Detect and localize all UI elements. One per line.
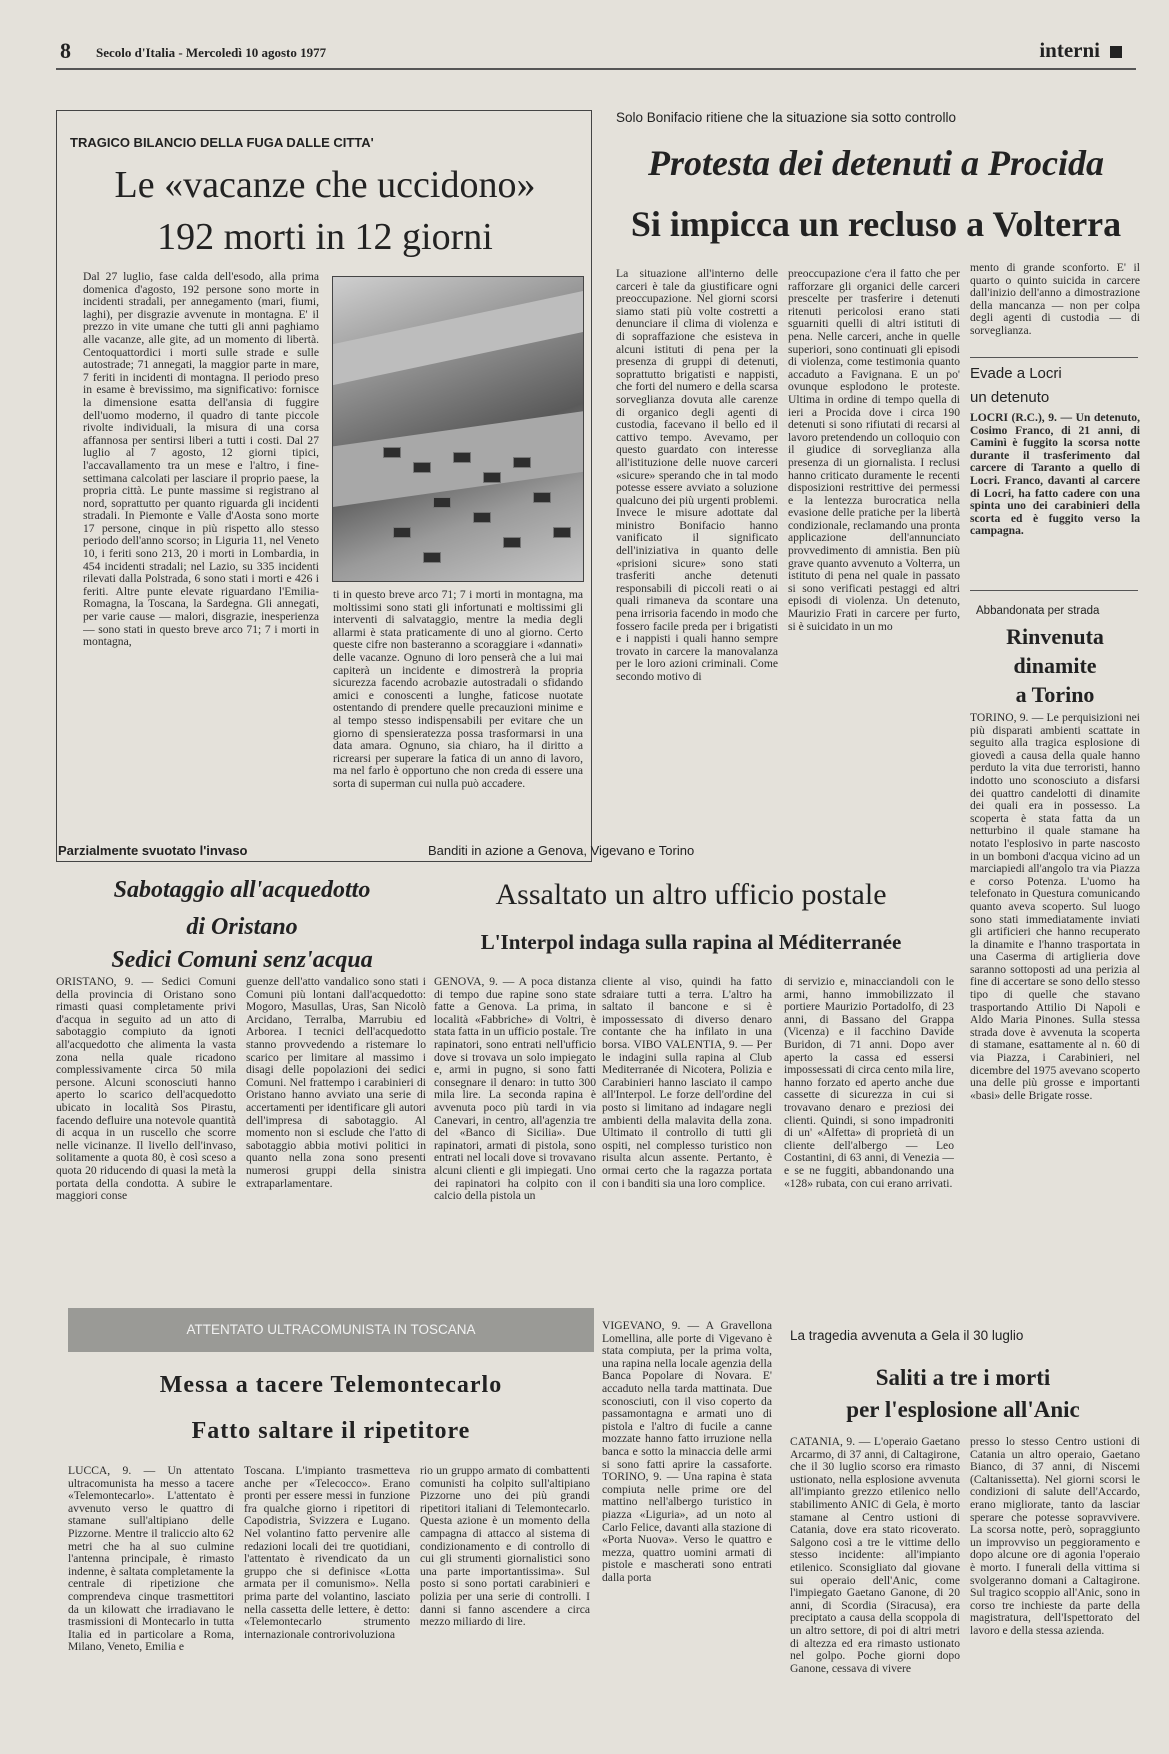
story-procida-kicker: Solo Bonifacio ritiene che la situazione sia sotto controllo: [616, 110, 956, 125]
story-postale-col1: GENOVA, 9. — A poca distanza di tempo due rapine sono state fatte a Genova. La prima, in località «Fabbriche» di Voltri, è stata fatta in un ufficio postale. Tre rapinatori, sono entrati nell'ufficio dove si trovava un solo impiegato e, armi in pugno, si sono fatti consegnare il denaro: in tutto 300 mila lire. La seconda rapina è avvenuta poco più tardi in via Canevari, in centro, all'agenzia tre del «Banco di Sicilia». Due rapinatori, armati di pistola, sono entrati nel locali dove si trovavano alcuni clienti e gli impiegati. Uno dei rapinatori ha colpito con il calcio della pistola un: [434, 976, 596, 1203]
story-oristano-title-2: di Oristano: [186, 914, 298, 940]
story-gela-title-2: per l'esplosione all'Anic: [846, 1397, 1080, 1422]
story-postale-col3: di servizio e, minacciandoli con le armi, hanno immobilizzato il portiere Maurizio Portadolfo, di 23 anni, di Bassano del Grappa (Vicenza) e il facchino Davide Buridon, di 71 anni. Dopo aver aperto la cassa ed essersi impossessati di circa cento mila lire, hanno forzato ed aperto anche due cassette di sicurezza in cui si trovavano denaro e preziosi dei clienti. Quindi, si sono impadroniti di un' «Alfetta» di proprietà di un cliente dell'albergo — Leo Costantini, di 63 anni, di Venezia — e se ne fuggiti, abbandonando una «128» rubata, con cui erano arrivati.: [784, 976, 954, 1190]
story-locri-title-2: un detenuto: [970, 389, 1050, 406]
story-telemontecarlo-title-2: Fatto saltare il ripetitore: [191, 1418, 471, 1444]
story-procida-title-2: Si impicca un recluso a Volterra: [630, 204, 1122, 244]
story-oristano-title-1: Sabotaggio all'acquedotto: [113, 877, 371, 903]
story-procida-col2: preoccupazione c'era il fatto che per rafforzare gli organici delle carceri prescelte per trasferire i detenuti ritenuti pericolosi erano stati sguarniti quelli di altri istituti di pena. Nelle carceri, anche in quelle superiori, sono continuati gli episodi di violenza, come testimonia quanto accaduto a Favignana. E un po' ovunque esplodono le proteste. Ultima in ordine di tempo quella di ieri a Procida dove i circa 190 detenuti si sono rifiutati di recarsi al lavoro pretendendo un colloquio con il giudice di sorveglianza alla presenza di un giornalista. I reclusi hanno criticato duramente le recenti disposizioni restrittive dei permessi e la lentezza burocratica nella evasione delle pratiche per la libertà condizionale, reclamando una pronta applicazione dell'annunciato provvedimento di amnistia. Ben più grave quanto avvenuto a Volterra, un istituto di pena nel quale in passato si sono verificati pestaggi ed altri episodi di violenza. Un detenuto, Maurizio Frati in carcere per furto, si è suicidato in un mo: [788, 268, 960, 633]
story-oristano-title-3: Sedici Comuni senz'acqua: [111, 947, 373, 973]
locri-rule: [970, 357, 1138, 358]
page-number: 8: [60, 38, 71, 63]
story-telemontecarlo-title-1: Messa a tacere Telemontecarlo: [159, 1372, 503, 1398]
masthead-rule: [56, 68, 1136, 70]
story-vacanze-col2: ti in questo breve arco 71; 7 i morti in montagna, ma moltissimi sono stati gli infortunati e moltissimi gli interventi di salvataggio, mentre la media degli allarmi è stata praticamente di uno al giorno. Certo queste cifre non basteranno a scoraggiare i «dannati» delle vacanze. Ognuno di loro penserà che a lui mai capiterà un incidente e dimostrerà la propria sicurezza facendo acrobazie autostradali o sfidando amici e conoscenti a lunghe, faticose nuotate ostentando di prendere quelle precauzioni minime e al tempo stesso indispensabili per evitare che un giorno di spensieratezza possa trasformarsi in una data amara. Ognuno, sia chiaro, ha il diritto a ricrearsi per superare la fatica di un anno di lavoro, ma nel farlo è opportuno che non creda di essere una sorta di superman cui nulla può accadere.: [333, 589, 583, 790]
story-gela-kicker: La tragedia avvenuta a Gela il 30 luglio: [790, 1328, 1024, 1343]
paper-dateline: Secolo d'Italia - Mercoledì 10 agosto 1977: [96, 45, 327, 60]
story-postale-col4: VIGEVANO, 9. — A Gravellona Lomellina, alle porte di Vigevano è stata compiuta, per la prima volta, una rapina nella locale agenzia della Banca Popolare di Novara. E' accaduto nella tarda mattinata. Due sconosciuti, con il viso coperto da passamontagna e armati uno di pistola e l'altro di fucile a canne mozzate hanno fatto irruzione nella banca e sotto la minaccia delle armi si sono fatti aprire la cassaforte. TORINO, 9. — Una rapina è stata compiuta nelle prime ore del mattino nell'albergo turistico in piazza «Liguria», ad un noto al Carlo Felice, davanti alla stazione di «Porta Nuova». Verso le quattro e mezza, quattro uomini armati di pistole e mascherati sono entrati dalla porta: [602, 1320, 772, 1584]
story-vacanze-title-2: 192 morti in 12 giorni: [157, 216, 493, 258]
story-gela-col2: presso lo stesso Centro ustioni di Catania un altro operaio, Gaetano Bianco, di 37 anni, di Niscemi (Caltanissetta). Nel giorni scorsi le condizioni di salute dell'Accardo, erano migliorate, tanto da lasciar sperare che potesse sopravvivere. La scorsa notte, però, sopraggiunto un improvviso un peggioramento e dopo alcune ore di agonia l'operaio è morto. I funerali della vittima si svolgeranno domani a Caltagirone. Sul tragico scoppio all'Anic, sono in corso tre inchieste da parte della magistratura, dell'Ispettorato del lavoro e della stessa azienda.: [970, 1436, 1140, 1637]
story-procida-col1: La situazione all'interno delle carceri è tale da giustificare ogni preoccupazione. Nel giorni scorsi siamo stati più volte costretti a denunciare il clima di violenza e di sopraffazione che esisteva in alcuni istituti di pena per la presenza di gruppi di detenuti, soprattutto brigatisti e nappisti, che forti del numero e della scarsa sorveglianza dovuta alle carenze di organico degli agenti di custodia, facevano il bello ed il cattivo tempo. Avevamo, per questo guardato con interesse all'istituzione delle nuove carceri «sicure» sperando che in tal modo potesse essere avviato a soluzione qualcuno dei più urgenti problemi. Invece le misure adottate dal ministro Bonifacio hanno vanificato il significato dell'iniziativa in quanto delle «prisioni sicure» sono stati trasferiti anche detenuti responsabili di piccoli reati o ai quali rimaneva da scontare una pena irrisoria facendo in modo che fossero facile preda per i brigatisti e i nappisti i quali hanno sempre trovato in carcere la manovalanza per le loro azioni criminali. Come secondo motivo di: [616, 268, 778, 683]
story-oristano-col2: guenze dell'atto vandalico sono stati i Comuni più lontani dall'acquedotto: Mogoro, Masullas, Uras, San Nicolò Arcidano, Terralba, Marrubiu ed Arborea. I tecnici dell'acquedotto stanno provvedendo a ristemare lo scarico per limitare al massimo i disagi delle popolazioni dei sedici Comuni. Nel frattempo i carabinieri di Oristano hanno avviato una serie di accertamenti per identificare gli autori dell'impresa di sabotaggio. Al momento non si esclude che l'atto di sabotaggio abbia motivi politici in quanto nella zona sono presenti numerosi gruppi della sinistra extraparlamentare.: [246, 976, 426, 1190]
story-vacanze-col1: Dal 27 luglio, fase calda dell'esodo, alla prima domenica d'agosto, 192 persone sono morte in incidenti stradali, per annegamento (mari, fiumi, laghi), per disgrazie avvenute in montagna. E' il prezzo in vite umane che tutti gli anni paghiamo alle vacanze, alle gite, ad un momento di libertà. Centoquattordici i morti sulle strade e sulle autostrade; 71 annegati, la maggior parte in mare, 7 feriti in incidenti di montagna. Il periodo preso in esame è brevissimo, ma significativo: fornisce la dimensione esatta dell'ansia di fuggire dell'uomo moderno, il quadro di tante piccole rivolte individuali, la misura di una corsa affannosa per sentirsi liberi a tutti i costi. Dal 27 luglio al 7 agosto, 12 giorni tipici, l'accavallamento tra un mese e l'altro, i fine-settimana calcolati per lasciare il proprio paese, la propria città. Le punte massime si registrano al nord, soprattutto per quanto riguarda gli incidenti stradali. In Piemonte e Valle d'Aosta sono morte 17 persone, cinque in più rispetto allo stesso periodo dell'anno scorso; in Liguria 11, nel Veneto 10, i feriti sono 213, 20 i morti in Lombardia, in 454 incidenti stradali; nel Lazio, su 335 incidenti rilevati dalla Polstrada, 6 sono stati i morti e 426 i feriti. Altre punte elevate riguardano l'Emilia-Romagna, la Toscana, la Sardegna. Gli annegati, per varie cause — malori, disgrazie, inesperienza — sono stati in questo breve arco 71; 7 i morti in montagna,: [83, 271, 319, 649]
story-gela-title-1: Saliti a tre i morti: [875, 1365, 1051, 1390]
story-postale-kicker: Banditi in azione a Genova, Vigevano e Torino: [428, 843, 695, 858]
story-postale-col2: cliente al viso, quindi ha fatto sdraiare tutti a terra. L'altro ha saltato il bancone e si è impossessato di diverso denaro contante che ha infilato in una borsa. VIBO VALENTIA, 9. — Per le indagini sulla rapina al Club Mediterranée di Nicotera, Polizia e Carabinieri hanno lasciato il campo all'Interpol. Le forze dell'ordine del posto si limitano ad indagare negli ambienti della malavita della zona. Ultimato il controllo di tutti gli ospiti, nel complesso turistico non risulta alcun assente. Pertanto, è ormai certo che la ragazza portata con i banditi sia una loro complice.: [602, 976, 772, 1190]
telemontecarlo-banner: [68, 1308, 594, 1352]
story-dinamite-kicker: Abbandonata per strada: [976, 605, 1100, 617]
story-postale-title-2: L'Interpol indaga sulla rapina al Méditerranée: [480, 930, 902, 954]
story-oristano-kicker: Parzialmente svuotato l'invaso: [58, 843, 248, 858]
section-marker: [1110, 46, 1122, 58]
story-telemontecarlo-kicker: ATTENTATO ULTRACOMUNISTA IN TOSCANA: [186, 1322, 476, 1337]
section-label: interni: [1039, 38, 1100, 62]
story-telemontecarlo-col1: LUCCA, 9. — Un attentato ultracomunista ha messo a tacere «Telemontecarlo». L'attentato è avvenuto verso le quattro di stamane sull'altipiano delle Pizzorne. Mentre il traliccio alto 62 metri che ha al suo culmine l'antenna principale, è rimasto indenne, è saltata completamente la centrale di ripetizione che comprendeva cinque trasmettitori da un kilowatt che irradiavano le trasmissioni di Montecarlo in tutta Italia ed in particolare a Roma, Milano, Veneto, Emilia e: [68, 1465, 234, 1654]
traffic-photo: [332, 276, 584, 582]
story-telemontecarlo-col2: Toscana. L'impianto trasmetteva anche per «Telecocco». Erano pronti per essere messi in funzione fra qualche giorno i ripetitori di Capodistria, Svizzera e Lugano. Nel volantino fatto pervenire alle redazioni locali dei tre quotidiani, l'attentato è rivendicato da un gruppo che si definisce «Lotta armata per il comunismo». Nella prima parte del volantino, lasciato nella cassetta delle lettere, è detto: «Telemontecarlo strumento internazionale controrivoluziona: [244, 1465, 410, 1641]
story-vacanze-title-1: Le «vacanze che uccidono»: [114, 164, 536, 206]
story-dinamite-title-1: Rinvenuta: [1006, 624, 1104, 649]
story-procida-col3: mento di grande sconforto. E' il quarto o quinto suicida in carcere dall'inizio dell'anno a dimostrazione della mancanza — non per colpa degli agenti di custodia — di sorveglianza.: [970, 262, 1140, 337]
story-dinamite-title-3: a Torino: [1015, 682, 1095, 707]
story-postale-title-1: Assaltato un altro ufficio postale: [495, 878, 887, 911]
story-telemontecarlo-col3: rio un gruppo armato di combattenti comunisti ha colpito sull'altipiano Pizzorne uno dei più grandi ripetitori italiani di Telemontecarlo. Questa azione è un momento della campagna di attacco al sistema di condizionamento e di controllo di cui gli strumenti giornalistici sono una parte importantissima». Sul posto si sono portati carabinieri e polizia per una serie di controlli. I danni si fanno ascendere a circa mezzo miliardo di lire.: [420, 1465, 590, 1629]
story-oristano-col1: ORISTANO, 9. — Sedici Comuni della provincia di Oristano sono rimasti quasi completamente privi d'acqua in seguito ad un atto di sabotaggio compiuto da ignoti all'acquedotto che alimenta la vasta zona nella quale ricadono complessivamente circa 50 mila persone. Alcuni sconosciuti hanno aperto lo scarico dell'acquedotto ubicato in località Sos Pirastu, facendo defluire una notevole quantità di acqua in un ruscello che scorre nelle vicinanze. Il livello dell'invaso, solitamente a quota 80, è così sceso a quota 20 riducendo di quasi la metà la portata della condotta. A subire le maggiori conse: [56, 976, 236, 1203]
dinamite-rule: [970, 590, 1138, 591]
story-locri-body: LOCRI (R.C.), 9. — Un detenuto, Cosimo Franco, di 21 anni, di Caminì è fuggito la scorsa notte durante il trasferimento dal carcere di Taranto a quello di Locri. Franco, davanti al carcere di Locri, ha fatto cadere con una spinta uno dei carabinieri della scorta ed è fuggito verso la campagna.: [970, 412, 1140, 538]
story-vacanze-box: [56, 110, 592, 862]
story-gela-col1: CATANIA, 9. — L'operaio Gaetano Arcarmo, di 37 anni, di Caltagirone, che il 30 luglio scorso era rimasto ustionato, nella esplosione avvenuta all'impianto grezzo etilenico nello stabilimento ANIC di Gela, è morto stamane al Centro ustioni di Catania, dove era stato ricoverato. Salgono così a tre le vittime dello stesso incidente: all'impianto etilenico. Sconsigliato dal giovane sui operaio dell'Anic, come l'impiegato Gaetano Ganone, di 20 anni, di Scordia (Siracusa), era preciptato a causa della scoppola di un altro settore, di poi di altri metri di altezza ed era rimasto ustionato nel golpo. Poche giorni dopo Ganone, cessava di vivere: [790, 1436, 960, 1675]
story-vacanze-kicker: TRAGICO BILANCIO DELLA FUGA DALLE CITTA': [70, 135, 374, 150]
story-locri-title-1: Evade a Locri: [970, 365, 1062, 382]
story-procida-title-1: Protesta dei detenuti a Procida: [648, 143, 1104, 183]
story-dinamite-body: TORINO, 9. — Le perquisizioni nei più disparati ambienti scattate in seguito alla tragica esplosione di giovedì a causa della quale hanno perduto la vita due terroristi, hanno indotto uno sconosciuto a disfarsi dei quattro candelotti di dinamite dei quali era in possesso. La scoperta è stata fatta da un netturbino il quale stamane ha notato l'esplosivo in parte nascosto in un bomboni d'acqua vicino ad un marciapiedi all'angolo tra via Piazza e corso Potenza. L'uomo ha telefonato in Questura comunicando quanto aveva scoperto. Sul luogo sono stati immediatamente inviati gli artificieri che hanno recuperato la dinamite e l'hanno trasportata in una Caserma di artiglieria dove saranno sottoposti ad una perizia al fine di accertare se sono dello stesso tipo di quelle che stavano trasportando Attilio Di Napoli e Aldo Maria Pinones. Sulla stessa strada dove è avvenuta la scoperta di stamane, esattamente al n. 60 di via Piazza, i Carabinieri, nel dicembre del 1975 avevano scoperto una delle più grosse e importanti «basi» delle Brigate rosse.: [970, 712, 1140, 1102]
story-dinamite-title-2: dinamite: [1013, 653, 1097, 678]
masthead: [56, 38, 1136, 66]
